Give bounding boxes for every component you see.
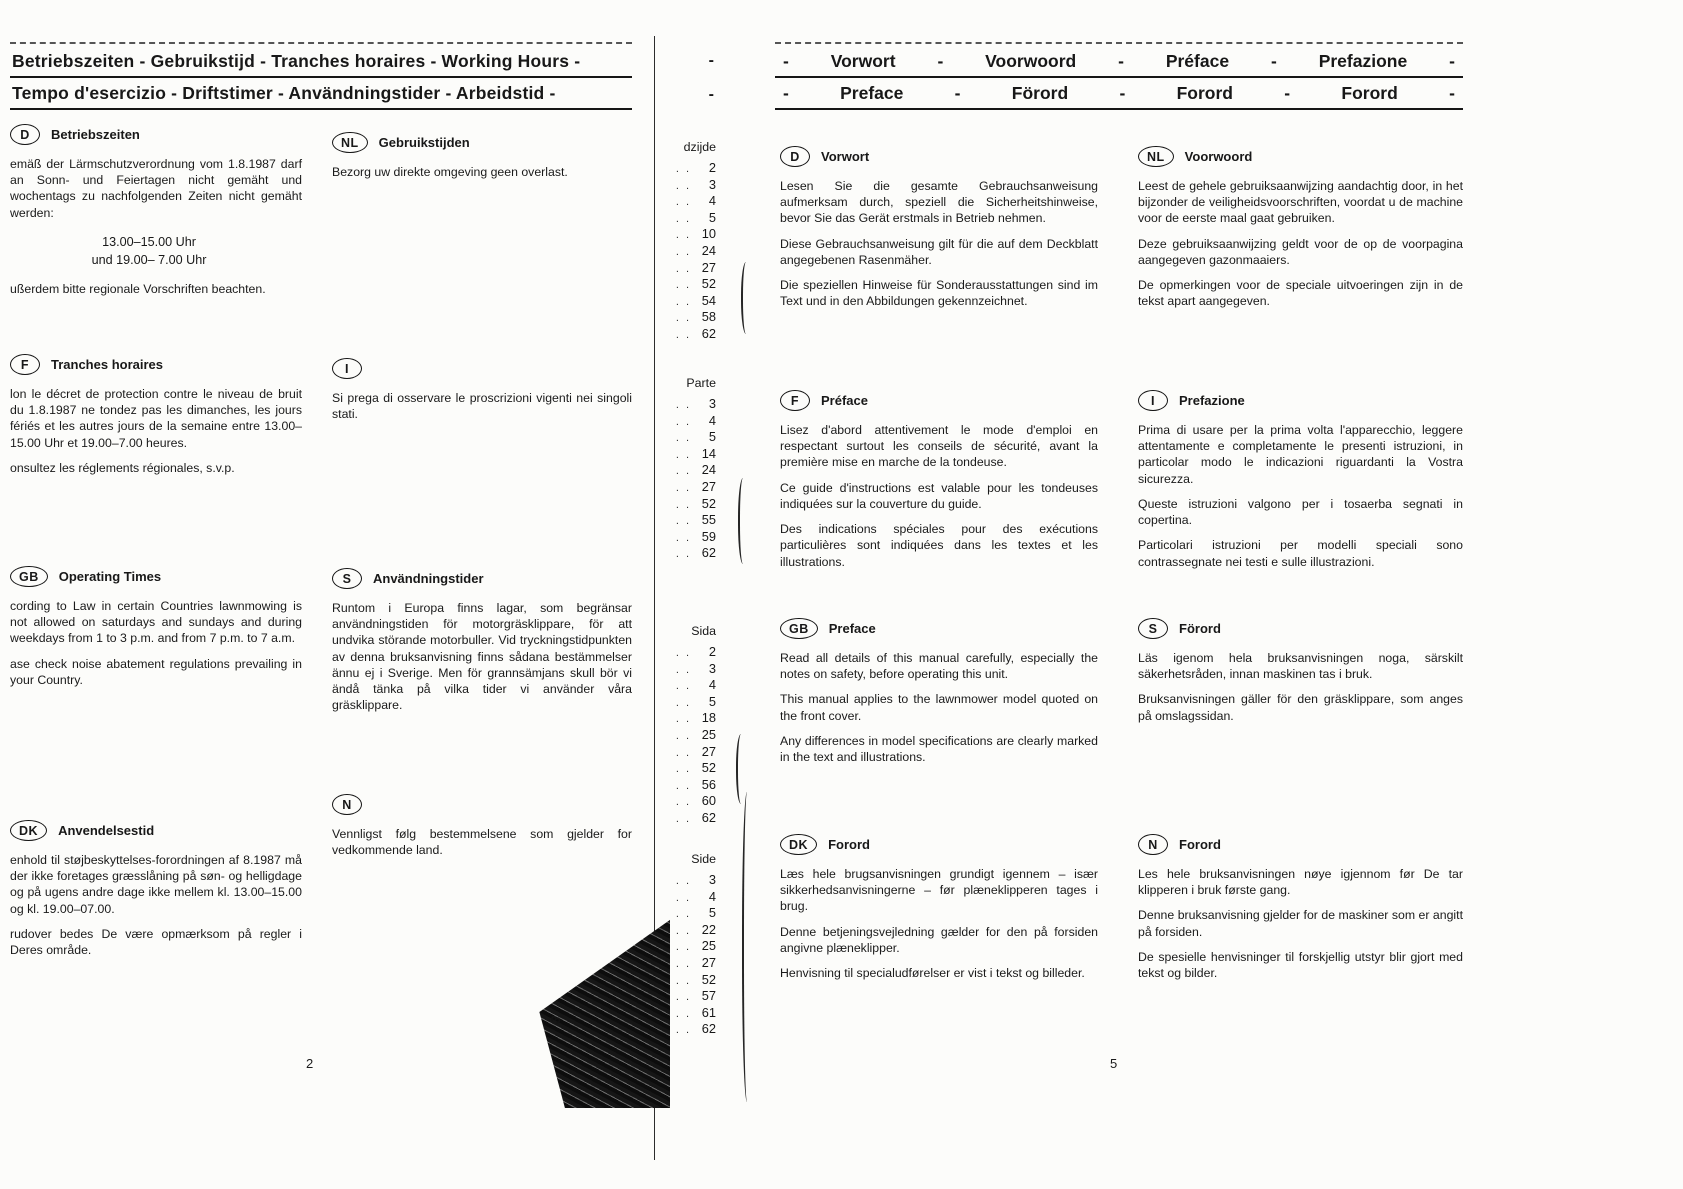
- lang-badge-gb: [10, 566, 48, 587]
- toc-page-number: 4: [708, 677, 716, 693]
- toc-leader-dots: . .: [675, 415, 691, 428]
- toc-leader-dots: . .: [675, 924, 691, 937]
- section-heading: [332, 358, 632, 379]
- lang-badge-f: [780, 390, 810, 411]
- paragraph: Prima di usare per la prima volta l'apparecchio, leggere attentamente e completamente le presenti istruzioni, in particolar modo le indicazioni riguardanti la Vostra sicurezza.: [1138, 423, 1463, 486]
- section-nl-voorwoord: [1138, 146, 1463, 319]
- lang-badge-dk: [10, 820, 47, 841]
- toc-row: [660, 777, 716, 794]
- toc-page-number: 60: [701, 793, 716, 809]
- header-word: -: [1284, 83, 1291, 103]
- section-heading: [10, 820, 302, 841]
- paragraph: Bruksanvisningen gäller för den gräsklippare, som anges på omslagssidan.: [1138, 692, 1463, 723]
- paragraph: Deze gebruiksaanwijzing geldt voor de op de voorpagina aangegeven gazonmaaiers.: [1138, 236, 1463, 267]
- section-title: Preface: [828, 621, 876, 636]
- toc-page-number: 3: [708, 872, 716, 887]
- section-heading: [780, 390, 1098, 411]
- toc-leader-dots: . .: [675, 212, 691, 225]
- toc-row: [660, 193, 716, 210]
- toc-row: [660, 396, 716, 413]
- toc-page-number: 62: [701, 1021, 716, 1037]
- header-word: Preface: [840, 83, 904, 103]
- section-body: [780, 866, 1098, 981]
- toc-page-number: 52: [701, 971, 716, 987]
- toc-page-number: 14: [701, 445, 716, 461]
- paragraph: Leest de gehele gebruiksaanwijzing aandachtig door, in het bijzonder de veiligheidsvoorschriften, voordat u de machine voor de eerste maal gaat gebruiken.: [1138, 179, 1463, 226]
- section-heading: [332, 568, 632, 589]
- section-body: [332, 164, 632, 180]
- toc-page-number: 2: [708, 160, 716, 175]
- section-d-vorwort: [780, 146, 1098, 319]
- header-word: -: [954, 83, 961, 103]
- left-page-header: [10, 42, 632, 110]
- lang-code: I: [345, 361, 349, 376]
- toc-label: dzijde: [683, 140, 716, 154]
- scan-artifact-arc: [741, 262, 751, 334]
- toc-row: [660, 793, 716, 810]
- toc-row: [660, 260, 716, 277]
- toc-leader-dots: . .: [675, 974, 691, 987]
- toc-page-number: 55: [701, 512, 716, 528]
- paragraph: Læs hele brugsanvisningen grundigt igennem – især sikkerhedsanvisningerne – før plæneklipperen tages i brug.: [780, 867, 1098, 914]
- paragraph: Queste istruzioni valgono per i tosaerba segnati in copertina.: [1138, 496, 1463, 528]
- paragraph: De spesielle henvisninger til forskjellig utstyr blir gjort med tekst og bilder.: [1138, 949, 1463, 981]
- gutter-dash: -: [708, 52, 714, 69]
- toc-page-number: 4: [708, 193, 716, 209]
- section-body: [10, 598, 302, 688]
- mowing-time-line: 13.00–15.00 Uhr: [102, 234, 196, 249]
- header-word: Prefazione: [1318, 51, 1408, 71]
- toc-leader-dots: . .: [675, 245, 691, 258]
- paragraph: De opmerkingen voor de speciale uitvoeringen zijn in de tekst apart aangegeven.: [1138, 278, 1463, 309]
- paragraph: Lisez d'abord attentivement le mode d'emploi en respectant surtout les conseils de sécurité, avant la première mise en marche de la tondeuse.: [780, 423, 1098, 470]
- paragraph: Read all details of this manual carefully, especially the notes on safety, before operating this unit.: [780, 651, 1098, 682]
- toc-row: [660, 872, 716, 889]
- toc-label: Parte: [686, 376, 716, 390]
- toc-leader-dots: . .: [675, 763, 691, 776]
- section-heading: [1138, 834, 1463, 855]
- toc-leader-dots: . .: [675, 328, 691, 341]
- right-header-row-1: [775, 46, 1463, 78]
- toc-page-number: 4: [708, 412, 716, 428]
- gutter-dash: -: [708, 86, 714, 103]
- paragraph: Des indications spéciales pour des exécutions particulières sont indiquées dans les textes et les illustrations.: [780, 522, 1098, 569]
- header-word: -: [1270, 51, 1277, 71]
- toc-leader-dots: . .: [675, 812, 691, 825]
- toc-page-number: 25: [701, 726, 716, 742]
- toc-page-number: 59: [701, 528, 716, 544]
- section-title: Operating Times: [58, 569, 162, 584]
- section-heading: [1138, 618, 1463, 639]
- toc-page-number: 24: [701, 462, 716, 478]
- scan-artifact-arc: [742, 792, 752, 1102]
- paragraph: Particolari istruzioni per modelli speciali sono contrassegnate nei testi e sulle illustrazioni.: [1138, 538, 1463, 569]
- section-n-merknad: [332, 794, 632, 867]
- section-heading: [1138, 390, 1463, 411]
- paragraph: Henvisning til specialudførelser er vist i tekst og billeder.: [780, 966, 1085, 981]
- section-heading: [332, 132, 632, 153]
- paragraph: rudover bedes De være opmærksom på regler i Deres område.: [10, 926, 302, 958]
- section-heading: [780, 834, 1098, 855]
- toc-label: Sida: [691, 624, 716, 638]
- toc-leader-dots: . .: [675, 163, 691, 175]
- left-page-number: 2: [306, 1056, 314, 1071]
- header-word: Förord: [1011, 83, 1069, 103]
- section-title: Betriebszeiten: [51, 127, 140, 142]
- toc-pages: [660, 644, 716, 827]
- section-d-betriebszeiten: [10, 124, 302, 307]
- lang-code: DK: [789, 837, 809, 852]
- section-s-forord: [1138, 618, 1463, 733]
- toc-leader-dots: . .: [675, 179, 691, 192]
- section-s-anvandningstider: [332, 568, 632, 723]
- toc-row: [660, 210, 716, 227]
- section-body: [1138, 178, 1463, 310]
- toc-leader-dots: . .: [675, 295, 691, 308]
- header-word: Forord: [1341, 83, 1398, 103]
- paragraph: Läs igenom hela bruksanvisningen noga, särskilt säkerhetsråden, innan maskinen tas i bruk.: [1138, 651, 1463, 682]
- paragraph: cording to Law in certain Countries lawnmowing is not allowed on saturdays and sundays and during weekdays from 1 to 3 p.m. and from 7 p.m. to 7 a.m.: [10, 599, 302, 646]
- section-heading: [10, 566, 302, 587]
- toc-leader-dots: . .: [675, 229, 691, 242]
- toc-leader-dots: . .: [675, 875, 691, 887]
- toc-row: [660, 710, 716, 727]
- page-corner-fold: [528, 916, 670, 1108]
- mowing-time-line: und 19.00– 7.00 Uhr: [91, 253, 207, 268]
- paragraph: Any differences in model specifications are clearly marked in the text and illustrations.: [780, 733, 1098, 765]
- lang-badge-s: [1138, 618, 1168, 639]
- lang-code: F: [20, 357, 30, 372]
- toc-leader-dots: . .: [675, 531, 691, 544]
- paragraph: Die speziellen Hinweise für Sonderausstattungen sind im Text und in den Abbildungen gekennzeichnet.: [780, 278, 1098, 309]
- toc-row: [660, 529, 716, 546]
- lang-badge-nl: [332, 132, 368, 153]
- toc-row: [660, 694, 716, 711]
- toc-page-number: 3: [708, 176, 716, 192]
- lang-code: I: [1151, 393, 1155, 408]
- paragraph: onsultez les réglements régionales, s.v.p.: [10, 460, 235, 475]
- lang-badge-i: [1138, 390, 1168, 411]
- lang-code: GB: [19, 569, 39, 584]
- section-body: [780, 650, 1098, 765]
- toc-row: [660, 512, 716, 529]
- section-i-avvertenza: [332, 358, 632, 431]
- toc-leader-dots: . .: [675, 891, 691, 904]
- section-heading: [1138, 146, 1463, 167]
- paragraph: emäß der Lärmschutzverordnung vom 1.8.1987 darf an Sonn- und Feiertagen nicht gemäht und wochentags zu nachfolgenden Zeiten nicht gemäht werden:: [10, 157, 302, 220]
- header-word: Voorwoord: [985, 51, 1077, 71]
- scan-artifact-arc: [738, 478, 748, 564]
- toc-page-number: 3: [708, 660, 716, 676]
- header-word: -: [783, 83, 789, 103]
- toc-page-number: 18: [701, 710, 716, 726]
- header-word: Forord: [1176, 83, 1233, 103]
- toc-leader-dots: . .: [675, 696, 691, 709]
- toc-leader-dots: . .: [675, 312, 691, 325]
- section-title: Forord: [1179, 837, 1221, 852]
- header-word: -: [1118, 51, 1124, 71]
- toc-leader-dots: . .: [675, 729, 691, 742]
- header-word: -: [1449, 51, 1455, 71]
- toc-row: [660, 810, 716, 827]
- toc-row: [660, 496, 716, 513]
- toc-row: [660, 243, 716, 260]
- section-body: [10, 386, 302, 476]
- header-word: -: [783, 51, 789, 71]
- toc-leader-dots: . .: [675, 941, 691, 954]
- section-dk-anvendelsestid: [10, 820, 302, 967]
- section-n-forord: [1138, 834, 1463, 990]
- right-header-row-2: [775, 78, 1463, 110]
- toc-page-number: 56: [701, 776, 716, 792]
- toc-leader-dots: . .: [675, 779, 691, 792]
- section-body: [1138, 866, 1463, 981]
- header-word: -: [1119, 83, 1126, 103]
- lang-code: GB: [789, 621, 809, 636]
- lang-code: NL: [341, 135, 359, 150]
- toc-page-number: 27: [701, 954, 716, 970]
- section-body: [780, 422, 1098, 570]
- toc-page-number: 10: [701, 226, 716, 242]
- lang-code: NL: [1147, 149, 1165, 164]
- toc-leader-dots: . .: [675, 465, 691, 478]
- section-title: Anvendelsestid: [58, 823, 155, 838]
- toc-row: [660, 479, 716, 496]
- section-title: Prefazione: [1179, 393, 1245, 408]
- section-body: [332, 826, 632, 858]
- section-body: [10, 852, 302, 958]
- toc-leader-dots: . .: [675, 1007, 691, 1020]
- section-title: Voorwoord: [1184, 149, 1253, 164]
- right-page-header: [775, 42, 1463, 110]
- toc-row: [660, 644, 716, 661]
- header-word: Vorwort: [830, 51, 896, 71]
- toc-page-number: 2: [708, 644, 716, 659]
- section-heading: [10, 124, 302, 145]
- toc-leader-dots: . .: [675, 1024, 691, 1037]
- toc-page-number: 62: [701, 545, 716, 561]
- section-heading: [332, 794, 632, 815]
- lang-code: N: [342, 797, 352, 812]
- lang-badge-dk: [780, 834, 817, 855]
- section-f-preface: [780, 390, 1098, 579]
- toc-page-number: 27: [701, 478, 716, 494]
- section-body: [1138, 422, 1463, 570]
- lang-badge-d: [10, 124, 40, 145]
- toc-page-number: 25: [701, 938, 716, 954]
- section-title: Gebruikstijden: [378, 135, 470, 150]
- right-page-number: 5: [1110, 1056, 1118, 1071]
- toc-column-bladzijde: [660, 140, 716, 343]
- toc-leader-dots: . .: [675, 515, 691, 528]
- section-body: [780, 178, 1098, 310]
- lang-code: S: [342, 571, 352, 586]
- toc-leader-dots: . .: [675, 262, 691, 275]
- toc-row: [660, 309, 716, 326]
- lang-code: S: [1148, 621, 1158, 636]
- toc-row: [660, 326, 716, 343]
- section-body: [332, 390, 632, 422]
- toc-pages: [660, 160, 716, 343]
- toc-leader-dots: . .: [675, 196, 691, 209]
- toc-page-number: 4: [708, 888, 716, 904]
- section-i-prefazione: [1138, 390, 1463, 579]
- toc-column-parte: [660, 376, 716, 562]
- toc-page-number: 24: [701, 242, 716, 258]
- section-title: Förord: [1179, 621, 1221, 636]
- toc-row: [660, 661, 716, 678]
- section-f-tranches-horaires: [10, 354, 302, 485]
- scan-artifact-arc: [736, 734, 746, 804]
- paragraph: ußerdem bitte regionale Vorschriften beachten.: [10, 282, 266, 297]
- paragraph: Vennligst følg bestemmelsene som gjelder for vedkommende land.: [332, 827, 632, 858]
- toc-column-sida: [660, 624, 716, 827]
- toc-row: [660, 462, 716, 479]
- toc-page-number: 5: [708, 429, 716, 445]
- section-title: Vorwort: [821, 149, 870, 164]
- lang-badge-d: [780, 146, 810, 167]
- lang-badge-i: [332, 358, 362, 379]
- toc-row: [660, 889, 716, 906]
- section-gb-operating-times: [10, 566, 302, 697]
- section-title: Tranches horaires: [51, 357, 163, 372]
- paragraph: Runtom i Europa finns lagar, som begränsar användningstiden för motorgräsklippare, för att undvika störande motorbuller. Vid tryckningstidpunkten av denna bruksanvisning finns sådana bestämmelser ännu ej i Sverige. Men för grannsämjans skull bör vi ändå tänka på vilka tider vi använder våra gräsklippare.: [332, 601, 632, 713]
- toc-row: [660, 905, 716, 922]
- toc-leader-dots: . .: [675, 746, 691, 759]
- toc-leader-dots: . .: [675, 448, 691, 461]
- paragraph: Lesen Sie die gesamte Gebrauchsanweisung aufmerksam durch, speziell die Sicherheitshinweise, bevor Sie das Gerät erstmals in Betrieb nehmen.: [780, 179, 1098, 226]
- toc-page-number: 54: [701, 292, 716, 308]
- paragraph: ase check noise abatement regulations prevailing in your Country.: [10, 656, 302, 687]
- toc-pages: [660, 396, 716, 562]
- mowing-times: [44, 233, 254, 270]
- toc-row: [660, 293, 716, 310]
- lang-badge-f: [10, 354, 40, 375]
- section-body: [1138, 650, 1463, 724]
- toc-leader-dots: . .: [675, 663, 691, 676]
- toc-label: Side: [691, 852, 716, 866]
- toc-page-number: 52: [701, 760, 716, 776]
- toc-leader-dots: . .: [675, 647, 691, 659]
- section-heading: [10, 354, 302, 375]
- toc-leader-dots: . .: [675, 680, 691, 693]
- section-heading: [780, 618, 1098, 639]
- toc-leader-dots: . .: [675, 957, 691, 970]
- corner-page-number: 3: [547, 1012, 564, 1027]
- section-gb-preface: [780, 618, 1098, 774]
- toc-page-number: 22: [701, 921, 716, 937]
- lang-badge-n: [1138, 834, 1168, 855]
- toc-page-number: 5: [708, 209, 716, 225]
- toc-leader-dots: . .: [675, 279, 691, 292]
- toc-row: [660, 226, 716, 243]
- header-word: Préface: [1165, 51, 1230, 71]
- toc-row: [660, 429, 716, 446]
- toc-page-number: 27: [701, 259, 716, 275]
- section-nl-gebruikstijden: [332, 132, 632, 189]
- section-title: Préface: [821, 393, 868, 408]
- toc-row: [660, 760, 716, 777]
- toc-leader-dots: . .: [675, 432, 691, 445]
- paragraph: This manual applies to the lawnmower model quoted on the front cover.: [780, 692, 1098, 723]
- toc-leader-dots: . .: [675, 908, 691, 921]
- left-header-line-1: Betriebszeiten - Gebruikstijd - Tranches horaires - Working Hours -: [10, 46, 632, 78]
- section-title: Forord: [828, 837, 870, 852]
- toc-page-number: 5: [708, 693, 716, 709]
- toc-row: [660, 177, 716, 194]
- toc-leader-dots: . .: [675, 713, 691, 726]
- lang-code: N: [1148, 837, 1158, 852]
- left-header-line-2: Tempo d'esercizio - Driftstimer - Användningstider - Arbeidstid -: [10, 78, 632, 110]
- paragraph: Diese Gebrauchsanweisung gilt für die auf dem Deckblatt angegebenen Rasenmäher.: [780, 236, 1098, 267]
- header-word: -: [937, 51, 944, 71]
- lang-code: F: [790, 393, 800, 408]
- toc-row: [660, 276, 716, 293]
- lang-code: D: [790, 149, 800, 164]
- header-word: -: [1449, 83, 1455, 103]
- toc-leader-dots: . .: [675, 991, 691, 1004]
- toc-page-number: 62: [701, 325, 716, 341]
- toc-leader-dots: . .: [675, 796, 691, 809]
- toc-page-number: 5: [708, 905, 716, 921]
- toc-leader-dots: . .: [675, 481, 691, 494]
- toc-row: [660, 727, 716, 744]
- paragraph: Denne bruksanvisning gjelder for de maskiner som er angitt på forsiden.: [1138, 908, 1463, 939]
- toc-row: [660, 545, 716, 562]
- lang-badge-nl: [1138, 146, 1174, 167]
- lang-badge-gb: [780, 618, 818, 639]
- section-title: Användningstider: [373, 571, 484, 586]
- toc-page-number: 61: [701, 1004, 716, 1020]
- paragraph: Ce guide d'instructions est valable pour les tondeuses indiquées sur la couverture du guide.: [780, 480, 1098, 511]
- paragraph: lon le décret de protection contre le niveau de bruit du 1.8.1987 ne tondez pas les dimanches, les jours fériés et les autres jours de la semaine entre 13.00–15.00 Uhr et 19.00–7.00 heures.: [10, 387, 302, 450]
- lang-code: D: [20, 127, 30, 142]
- toc-page-number: 58: [701, 309, 716, 325]
- toc-page-number: 52: [701, 276, 716, 292]
- paragraph: Si prega di osservare le proscrizioni vigenti nei singoli stati.: [332, 391, 632, 422]
- paragraph: Les hele bruksanvisningen nøye igjennom før De tar klipperen i bruk første gang.: [1138, 867, 1463, 898]
- toc-row: [660, 744, 716, 761]
- lang-badge-n: [332, 794, 362, 815]
- toc-leader-dots: . .: [675, 399, 691, 411]
- paragraph: Denne betjeningsvejledning gælder for den på forsiden angivne plæneklipper.: [780, 924, 1098, 955]
- section-body: [332, 600, 632, 714]
- toc-page-number: 62: [701, 809, 716, 825]
- toc-row: [660, 677, 716, 694]
- toc-row: [660, 413, 716, 430]
- section-dk-forord: [780, 834, 1098, 990]
- section-heading: [780, 146, 1098, 167]
- toc-page-number: 57: [701, 988, 716, 1004]
- toc-page-number: 27: [701, 743, 716, 759]
- toc-leader-dots: . .: [675, 498, 691, 511]
- toc-leader-dots: . .: [675, 548, 691, 561]
- lang-badge-s: [332, 568, 362, 589]
- paragraph: enhold til støjbeskyttelses-forordningen af 8.1987 må der ikke foretages græsslåning på søn- og helligdage og på ugens andre dage ikke mellem kl. 13.00–15.00 og kl. 19.00–07.00.: [10, 853, 302, 916]
- toc-row: [660, 446, 716, 463]
- paragraph: Bezorg uw direkte omgeving geen overlast.: [332, 165, 568, 179]
- toc-page-number: 3: [708, 396, 716, 411]
- toc-row: [660, 160, 716, 177]
- lang-code: DK: [19, 823, 39, 838]
- toc-page-number: 52: [701, 495, 716, 511]
